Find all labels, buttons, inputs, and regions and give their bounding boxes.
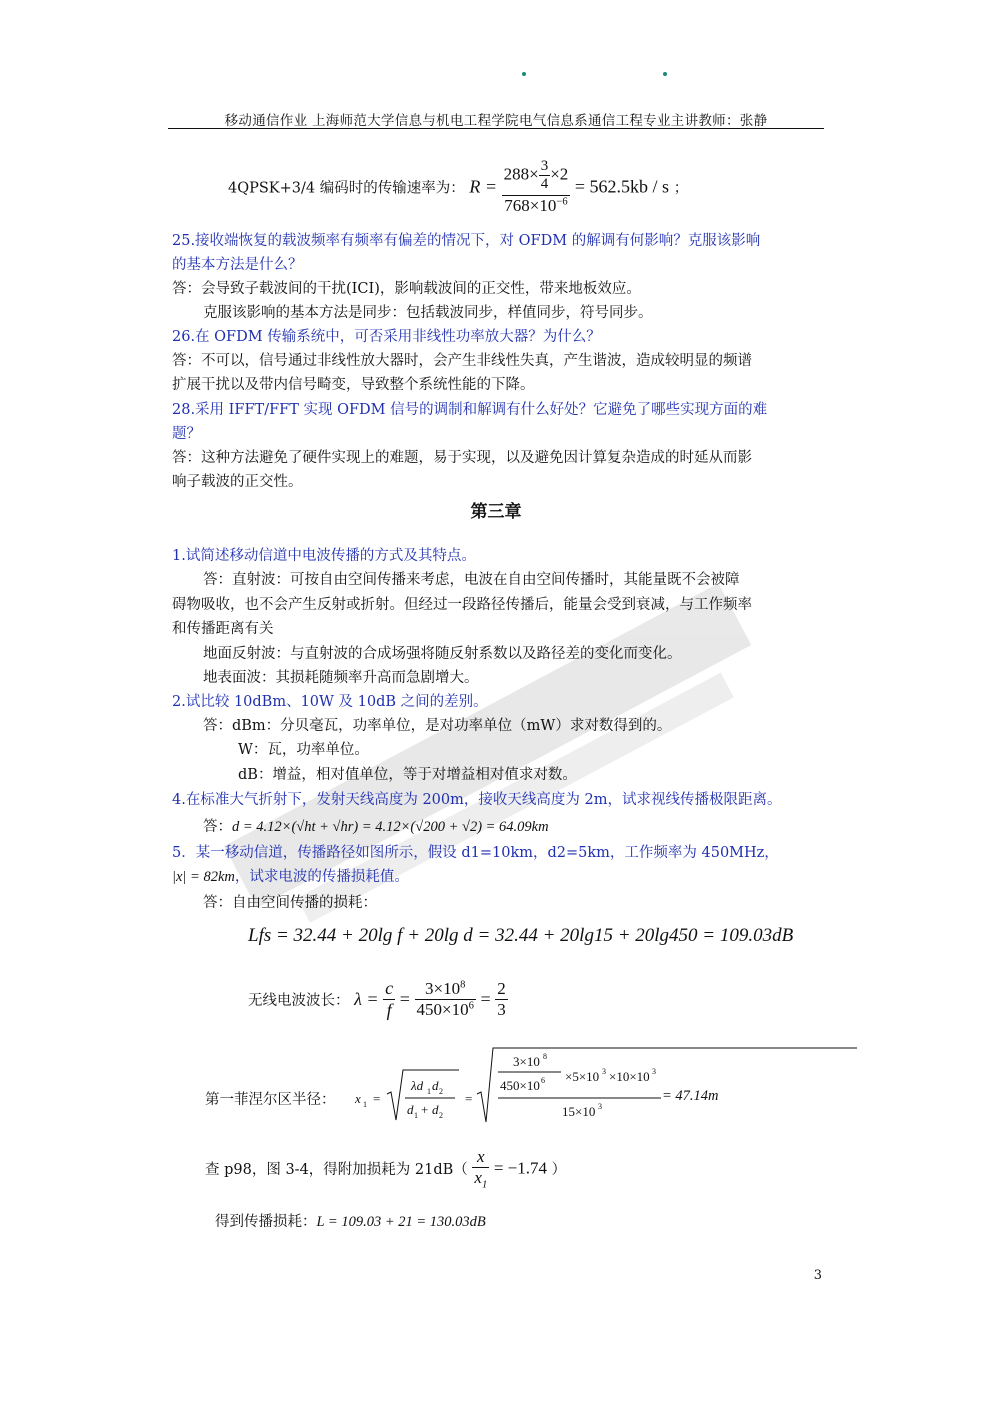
svg-text:x: x bbox=[355, 1091, 361, 1106]
svg-text:λd: λd bbox=[411, 1078, 424, 1093]
chapter-title: 第三章 bbox=[470, 502, 522, 522]
free-space-loss-formula: Lfs = 32.44 + 20lg f + 20lg d = 32.44 + 20lg15 + 20lg450 = 109.03dB bbox=[248, 925, 794, 946]
svg-text:3×10: 3×10 bbox=[513, 1054, 540, 1069]
rate-inner-numerator: 3 bbox=[540, 158, 549, 174]
question-28-line2: 题？ bbox=[172, 426, 201, 442]
lookup-fraction: $\frac{x}{x_1}$ bbox=[474, 1147, 488, 1191]
svg-text:=: = bbox=[465, 1091, 473, 1106]
answer-1-line3: 和传播距离有关 bbox=[172, 621, 274, 637]
question-26: 26.在 OFDM 传输系统中，可否采用非线性功率放大器？为什么？ bbox=[172, 329, 601, 345]
header-rule bbox=[168, 128, 824, 129]
svg-text:8: 8 bbox=[543, 1052, 547, 1061]
answer-5-intro: 答：自由空间传播的损耗： bbox=[203, 895, 377, 911]
answer-26-line1: 答：不可以，信号通过非线性放大器时，会产生非线性失真，产生谐波，造成较明显的频谱 bbox=[172, 353, 752, 369]
wavelength-c-over-f: $\frac{c}{f}$ bbox=[385, 978, 394, 1020]
total-loss-label: 得到传播损耗： bbox=[215, 1214, 317, 1230]
svg-text:2: 2 bbox=[439, 1087, 443, 1096]
question-25-line2: 的基本方法是什么？ bbox=[172, 257, 303, 273]
rate-exponent: −6 bbox=[556, 196, 568, 208]
svg-text:1: 1 bbox=[414, 1111, 418, 1120]
rate-result: = 562.5kb / s bbox=[574, 176, 670, 197]
rate-numerator-tail: ×2 bbox=[550, 164, 569, 184]
svg-text:×5×10: ×5×10 bbox=[565, 1069, 600, 1084]
lookup-text: 查 p98，图 3-4，得附加损耗为 21dB（ bbox=[205, 1162, 468, 1179]
svg-text:3: 3 bbox=[598, 1102, 602, 1111]
rate-inner-denominator: 4 bbox=[540, 176, 549, 192]
rate-end: ； bbox=[673, 180, 689, 197]
fresnel-result: = 47.14m bbox=[662, 1088, 719, 1104]
svg-text:d: d bbox=[407, 1102, 414, 1117]
svg-text:15×10: 15×10 bbox=[562, 1104, 596, 1119]
answer-25-line2: 克服该影响的基本方法是同步：包括载波同步，样值同步，符号同步。 bbox=[203, 305, 653, 321]
wavelength-fraction: $\frac{3\times 10^8}{450\times 10^6}$ bbox=[416, 979, 474, 1019]
answer-4-formula: d = 4.12×(√ht + √hr) = 4.12×(√200 + √2) = 64.09km bbox=[232, 819, 549, 835]
lookup-end: ） bbox=[551, 1162, 567, 1179]
wavelength-lambda: λ = bbox=[354, 989, 379, 1009]
wavelength-label: 无线电波波长： bbox=[248, 993, 350, 1009]
rate-numerator: 288× bbox=[503, 164, 539, 184]
rate-prefix: 4QPSK+3/4 编码时的传输速率为： bbox=[228, 180, 465, 197]
question-5-distance: |x| = 82km bbox=[172, 869, 235, 885]
answer-1-line2: 碍物吸收，也不会产生反射或折射。但经过一段路径传播后，能量会受到衰减，与工作频率 bbox=[172, 597, 752, 613]
svg-text:2: 2 bbox=[439, 1111, 443, 1120]
question-5-text: ，试求电波的传播损耗值。 bbox=[234, 869, 409, 885]
answer-4-prefix: 答： bbox=[203, 819, 232, 835]
question-5-line1: 5．某一移动信道，传播路径如图所示，假设 d1=10km，d2=5km，工作频率为 450MHz， bbox=[172, 845, 779, 861]
svg-text:1: 1 bbox=[427, 1087, 431, 1096]
fresnel-label: 第一菲涅尔区半径： bbox=[205, 1092, 336, 1108]
fresnel-formula bbox=[355, 1046, 875, 1126]
answer-26-line2: 扩展干扰以及带内信号畸变，导致整个系统性能的下降。 bbox=[172, 377, 535, 393]
question-28-line1: 28.采用 IFFT/FFT 实现 OFDM 信号的调制和解调有什么好处？它避免了哪些实现方面的难 bbox=[172, 402, 768, 418]
total-loss-line bbox=[215, 1210, 486, 1231]
decorative-dot bbox=[663, 72, 667, 76]
answer-4-line bbox=[203, 815, 859, 839]
wavelength-result: $\frac{2}{3}$ bbox=[497, 979, 506, 1019]
svg-text:1: 1 bbox=[363, 1100, 367, 1109]
total-loss-formula: L = 109.03 + 21 = 130.03dB bbox=[316, 1214, 486, 1230]
question-2: 2.试比较 10dBm、10W 及 10dB 之间的差别。 bbox=[172, 694, 488, 710]
answer-28-line2: 响子载波的正交性。 bbox=[172, 474, 303, 490]
rate-line bbox=[228, 158, 884, 216]
answer-28-line1: 答：这种方法避免了硬件实现上的难题，易于实现，以及避免因计算复杂造成的时延从而影 bbox=[172, 450, 752, 466]
svg-text:d: d bbox=[432, 1078, 439, 1093]
answer-2-line1: 答：dBm：分贝毫瓦，功率单位，是对功率单位（mW）求对数得到的。 bbox=[203, 718, 672, 734]
answer-1-line5: 地表面波：其损耗随频率升高而急剧增大。 bbox=[203, 670, 479, 686]
lookup-line: 查 p98，图 3-4，得附加损耗为 21dB（ $\frac{x}{x_1}$ = −1.74 ） bbox=[205, 1147, 567, 1191]
svg-text:6: 6 bbox=[541, 1076, 545, 1085]
svg-text:450×10: 450×10 bbox=[500, 1078, 540, 1093]
question-4: 4.在标准大气折射下，发射天线高度为 200m，接收天线高度为 2m，试求视线传播极限距离。 bbox=[172, 792, 782, 808]
answer-2-line3: dB：增益，相对值单位，等于对增益相对值求对数。 bbox=[238, 767, 577, 783]
decorative-dot bbox=[522, 72, 526, 76]
rate-fraction bbox=[502, 158, 571, 216]
page-number: 3 bbox=[813, 1268, 822, 1283]
answer-1-line1: 答：直射波：可按自由空间传播来考虑，电波在自由空间传播时，其能量既不会被障 bbox=[203, 572, 740, 588]
answer-2-line2: W：瓦，功率单位。 bbox=[238, 742, 369, 758]
rate-denominator: 768×10 bbox=[504, 196, 557, 215]
wavelength-line: 无线电波波长： λ = $\frac{c}{f}$ = $\frac{3\times 10^8}{450\times 10^6}$ = $\frac{2}{3}$ bbox=[248, 978, 506, 1020]
svg-text:×10×10: ×10×10 bbox=[609, 1069, 650, 1084]
rate-var: R = bbox=[469, 176, 497, 197]
page-header: 移动通信作业 上海师范大学信息与机电工程学院电气信息系通信工程专业主讲教师：张静 bbox=[224, 113, 768, 129]
question-25-line1: 25.接收端恢复的载波频率有频率有偏差的情况下，对 OFDM 的解调有何影响？克服该影响 bbox=[172, 233, 761, 249]
svg-text:3: 3 bbox=[602, 1067, 606, 1076]
question-1: 1.试简述移动信道中电波传播的方式及其特点。 bbox=[172, 548, 476, 564]
answer-1-line4: 地面反射波：与直射波的合成场强将随反射系数以及路径差的变化而变化。 bbox=[203, 646, 682, 662]
question-5-line2 bbox=[172, 865, 828, 889]
svg-text:d: d bbox=[432, 1102, 439, 1117]
svg-text:+: + bbox=[421, 1102, 429, 1117]
svg-text:3: 3 bbox=[652, 1067, 656, 1076]
answer-25-line1: 答：会导致子载波间的干扰(ICI)，影响载波间的正交性，带来地板效应。 bbox=[172, 281, 641, 297]
svg-text:=: = bbox=[373, 1091, 381, 1106]
